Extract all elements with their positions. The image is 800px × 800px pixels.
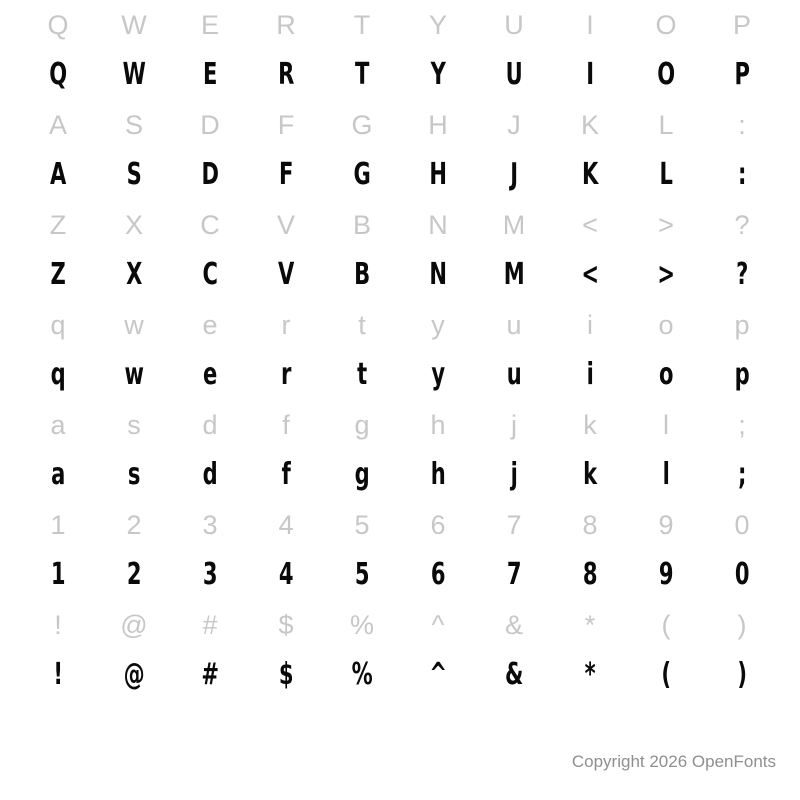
specimen-glyph: o <box>658 357 674 392</box>
specimen-glyph: * <box>584 657 596 692</box>
reference-glyph: I <box>586 9 594 40</box>
reference-row <box>20 600 780 650</box>
specimen-glyph: ) <box>737 657 747 692</box>
specimen-glyph: k <box>583 457 597 492</box>
specimen-glyph: 7 <box>506 557 522 592</box>
reference-glyph: ) <box>737 609 747 640</box>
reference-glyph: # <box>202 609 218 640</box>
reference-glyph: V <box>276 209 295 240</box>
reference-glyph: 2 <box>126 509 142 540</box>
specimen-glyph: # <box>201 657 219 692</box>
reference-glyph: q <box>50 309 66 340</box>
reference-glyph: C <box>200 209 220 240</box>
specimen-glyph: @ <box>123 657 145 692</box>
specimen-row-pair <box>20 100 780 200</box>
specimen-glyph: F <box>278 157 293 192</box>
specimen-glyph: $ <box>278 657 294 692</box>
reference-glyph: g <box>354 409 370 440</box>
reference-glyph: Z <box>49 209 67 240</box>
reference-row <box>20 300 780 350</box>
reference-glyph: h <box>430 409 446 440</box>
specimen-glyph: G <box>353 157 371 192</box>
reference-glyph: K <box>580 109 599 140</box>
reference-glyph: G <box>351 109 373 140</box>
specimen-glyph: X <box>126 257 142 292</box>
specimen-glyph: M <box>503 257 525 292</box>
specimen-glyph: K <box>582 157 598 192</box>
reference-glyph: U <box>504 9 524 40</box>
specimen-glyph: 4 <box>278 557 294 592</box>
reference-glyph: : <box>738 109 746 140</box>
specimen-glyph: e <box>203 357 217 392</box>
reference-glyph: u <box>506 309 522 340</box>
reference-glyph: Q <box>47 9 69 40</box>
reference-glyph: ^ <box>431 609 445 640</box>
specimen-glyph: A <box>50 157 66 192</box>
specimen-glyph: : <box>737 157 747 192</box>
reference-glyph: ; <box>738 409 746 440</box>
reference-glyph: L <box>658 109 674 140</box>
specimen-glyph: 1 <box>50 557 66 592</box>
specimen-glyph: t <box>357 357 367 392</box>
reference-glyph: l <box>663 409 669 440</box>
reference-glyph: Y <box>428 9 447 40</box>
specimen-glyph: 6 <box>430 557 446 592</box>
reference-row <box>20 500 780 550</box>
reference-glyph: d <box>202 409 218 440</box>
specimen-glyph: l <box>662 457 670 492</box>
copyright-notice: Copyright 2026 OpenFonts <box>571 752 776 771</box>
reference-row <box>20 100 780 150</box>
reference-glyph: S <box>124 109 143 140</box>
reference-glyph: D <box>200 109 220 140</box>
specimen-glyph: W <box>122 57 146 92</box>
reference-row <box>20 400 780 450</box>
reference-row <box>20 200 780 250</box>
reference-glyph: X <box>124 209 143 240</box>
reference-glyph: B <box>352 209 371 240</box>
reference-row <box>20 0 780 50</box>
reference-glyph: & <box>504 609 523 640</box>
specimen-row <box>20 650 780 700</box>
reference-glyph: s <box>127 409 141 440</box>
reference-glyph: E <box>200 9 219 40</box>
reference-glyph: 0 <box>734 509 750 540</box>
specimen-row <box>20 150 780 200</box>
specimen-glyph: 2 <box>126 557 142 592</box>
specimen-glyph: 5 <box>354 557 370 592</box>
reference-glyph: w <box>124 309 144 340</box>
specimen-glyph: d <box>202 457 218 492</box>
specimen-glyph: % <box>351 657 373 692</box>
specimen-glyph: h <box>430 457 446 492</box>
specimen-glyph: q <box>50 357 66 392</box>
specimen-row <box>20 250 780 300</box>
specimen-glyph: J <box>510 157 518 192</box>
reference-glyph: O <box>655 9 677 40</box>
reference-glyph: W <box>121 9 147 40</box>
specimen-glyph: ! <box>53 657 63 692</box>
reference-glyph: J <box>507 109 521 140</box>
specimen-glyph: Q <box>49 57 67 92</box>
specimen-glyph: j <box>510 457 518 492</box>
specimen-glyph: & <box>505 657 523 692</box>
reference-glyph: > <box>658 209 674 240</box>
reference-glyph: e <box>202 309 218 340</box>
specimen-row <box>20 550 780 600</box>
specimen-glyph: R <box>278 57 294 92</box>
reference-glyph: r <box>281 309 291 340</box>
reference-glyph: f <box>282 409 290 440</box>
specimen-glyph: Z <box>50 257 66 292</box>
reference-glyph: M <box>502 209 526 240</box>
reference-glyph: % <box>349 609 374 640</box>
specimen-row-pair <box>20 200 780 300</box>
reference-glyph: o <box>658 309 674 340</box>
reference-glyph: F <box>277 109 295 140</box>
specimen-glyph: L <box>659 157 673 192</box>
reference-glyph: P <box>732 9 751 40</box>
specimen-glyph: ; <box>737 457 747 492</box>
specimen-glyph: I <box>586 57 594 92</box>
specimen-glyph: V <box>278 257 294 292</box>
specimen-row-pair <box>20 600 780 700</box>
reference-glyph: y <box>431 309 445 340</box>
specimen-row <box>20 50 780 100</box>
reference-glyph: N <box>428 209 448 240</box>
reference-glyph: R <box>276 9 296 40</box>
specimen-glyph: w <box>124 357 144 392</box>
specimen-glyph: C <box>202 257 218 292</box>
specimen-row-pair <box>20 300 780 400</box>
specimen-glyph: D <box>201 157 219 192</box>
reference-glyph: i <box>587 309 593 340</box>
specimen-glyph: y <box>431 357 445 392</box>
specimen-glyph: g <box>354 457 370 492</box>
reference-glyph: ( <box>661 609 671 640</box>
reference-glyph: ? <box>734 209 750 240</box>
specimen-glyph: 8 <box>582 557 598 592</box>
specimen-glyph: B <box>354 257 370 292</box>
specimen-glyph: ? <box>736 257 748 292</box>
specimen-glyph: S <box>126 157 142 192</box>
reference-glyph: 1 <box>50 509 66 540</box>
reference-glyph: $ <box>278 609 294 640</box>
reference-glyph: 5 <box>354 509 370 540</box>
specimen-glyph: T <box>355 57 369 92</box>
specimen-glyph: N <box>429 257 447 292</box>
reference-glyph: < <box>582 209 598 240</box>
reference-glyph: ! <box>54 609 62 640</box>
specimen-glyph: a <box>51 457 65 492</box>
reference-glyph: 3 <box>202 509 218 540</box>
specimen-glyph: E <box>202 57 217 92</box>
reference-glyph: A <box>48 109 67 140</box>
specimen-glyph: 9 <box>658 557 674 592</box>
specimen-glyph: r <box>280 357 291 392</box>
reference-glyph: T <box>353 9 371 40</box>
specimen-glyph: 0 <box>734 557 750 592</box>
reference-glyph: j <box>511 409 517 440</box>
specimen-glyph: s <box>127 457 141 492</box>
reference-glyph: H <box>428 109 448 140</box>
reference-glyph: 8 <box>582 509 598 540</box>
reference-glyph: a <box>50 409 66 440</box>
specimen-glyph: O <box>657 57 675 92</box>
specimen-glyph: U <box>505 57 523 92</box>
specimen-glyph: > <box>657 257 675 292</box>
reference-glyph: 7 <box>506 509 522 540</box>
specimen-glyph: ( <box>661 657 671 692</box>
reference-glyph: 4 <box>278 509 294 540</box>
specimen-glyph: ^ <box>429 657 447 692</box>
specimen-glyph: Y <box>430 57 446 92</box>
specimen-glyph: 3 <box>202 557 218 592</box>
specimen-row <box>20 450 780 500</box>
specimen-row <box>20 350 780 400</box>
reference-glyph: p <box>734 309 750 340</box>
specimen-glyph: u <box>506 357 522 392</box>
specimen-row-pair <box>20 0 780 100</box>
specimen-glyph: < <box>581 257 599 292</box>
specimen-glyph: f <box>281 457 291 492</box>
reference-glyph: t <box>358 309 366 340</box>
reference-glyph: 6 <box>430 509 446 540</box>
specimen-glyph: P <box>734 57 750 92</box>
reference-glyph: 9 <box>658 509 674 540</box>
specimen-glyph: p <box>734 357 750 392</box>
specimen-row-pair <box>20 400 780 500</box>
specimen-glyph: i <box>586 357 594 392</box>
reference-glyph: @ <box>120 609 148 640</box>
reference-glyph: k <box>583 409 597 440</box>
specimen-row-pair <box>20 500 780 600</box>
specimen-glyph: H <box>429 157 447 192</box>
reference-glyph: * <box>584 609 596 640</box>
